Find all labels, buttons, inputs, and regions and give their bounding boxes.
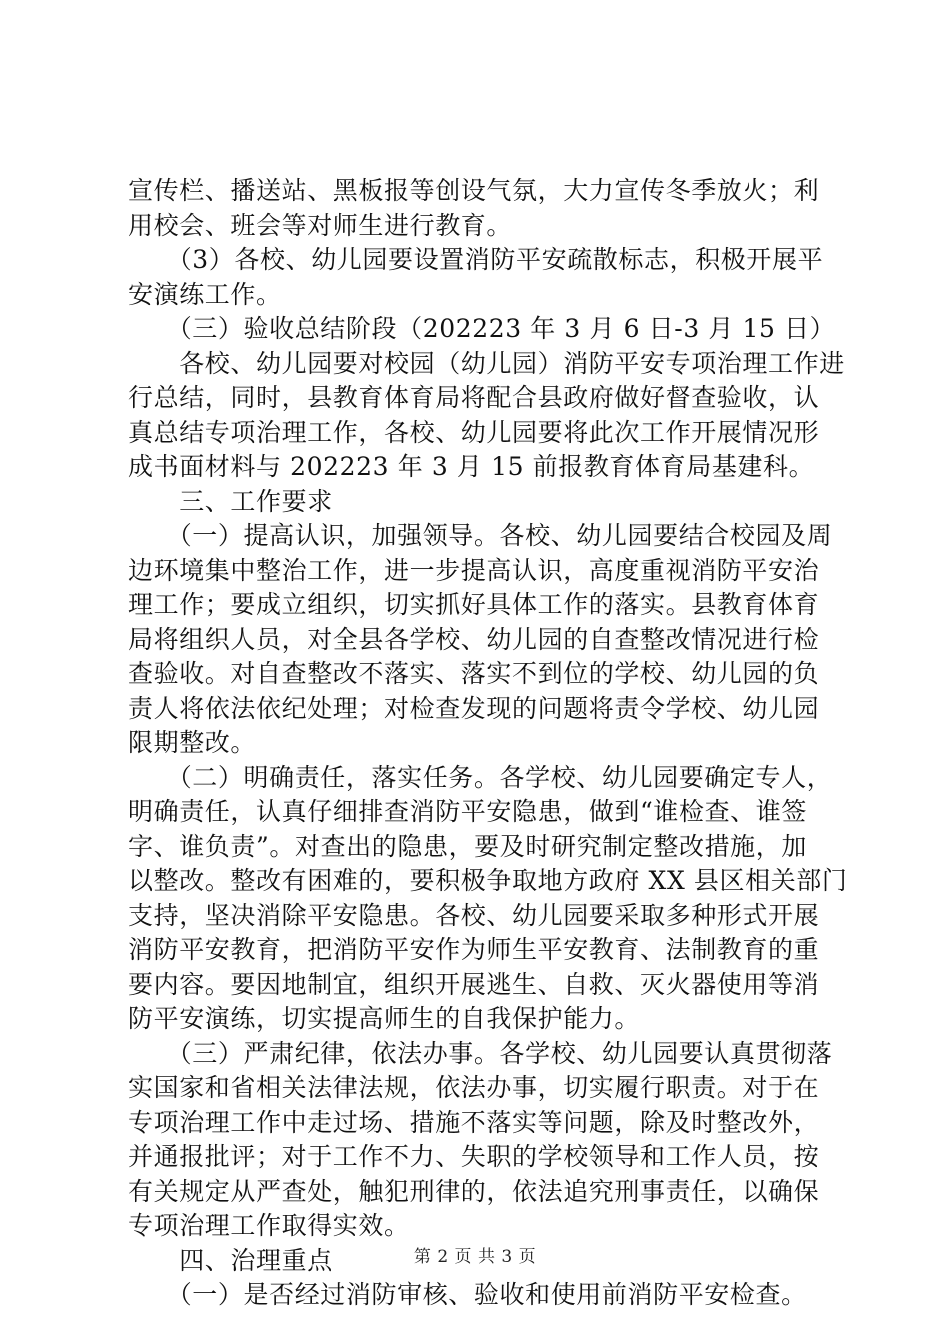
text-line: （二）明确责任，落实任务。各学校、幼儿园要确定专人， <box>128 762 833 792</box>
text-line: 要内容。要因地制宜，组织开展逃生、自救、灭火器使用等消 <box>128 969 820 999</box>
text-line: 有关规定从严查处，触犯刑律的，依法追究刑事责任，以确保 <box>128 1176 820 1206</box>
text-line: 理工作；要成立组织，切实抓好具体工作的落实。县教育体育 <box>128 590 820 619</box>
text-line: 消防平安教育，把消防平安作为师生平安教育、法制教育的重 <box>128 935 820 964</box>
text-line: 限期整改。 <box>128 728 257 757</box>
text-line: 支持，坚决消除平安隐患。各校、幼儿园要采取多种形式开展 <box>128 900 820 930</box>
text-line: 各校、幼儿园要对校园（幼儿园）消防平安专项治理工作进 <box>128 348 845 378</box>
text-line: 成书面材料与 202223 年 3 月 15 前报教育体育局基建科。 <box>128 452 815 481</box>
text-line: （一）是否经过消防审核、验收和使用前消防平安检查。 <box>128 1280 807 1309</box>
text-line: 真总结专项治理工作，各校、幼儿园要将此次工作开展情况形 <box>128 417 820 447</box>
text-line: 行总结，同时，县教育体育局将配合县政府做好督查验收，认 <box>128 383 820 412</box>
text-line: 查验收。对自查整改不落实、落实不到位的学校、幼儿园的负 <box>128 659 820 688</box>
text-line: 责人将依法依纪处理；对检查发现的问题将责令学校、幼儿园 <box>128 693 820 723</box>
text-line: （三）严肃纪律，依法办事。各学校、幼儿园要认真贯彻落 <box>128 1038 833 1068</box>
text-line: （三）验收总结阶段（202223 年 3 月 6 日-3 月 15 日） <box>128 314 836 343</box>
text-line: 专项治理工作取得实效。 <box>128 1211 410 1240</box>
text-line: 边环境集中整治工作，进一步提高认识，高度重视消防平安治 <box>128 555 820 585</box>
text-line: 三、工作要求 <box>128 486 333 516</box>
text-line: 防平安演练，切实提高师生的自我保护能力。 <box>128 1004 641 1033</box>
text-line: 实国家和省相关法律法规，依法办事，切实履行职责。对于在 <box>128 1073 820 1102</box>
text-line: 明确责任，认真仔细排查消防平安隐患，做到“谁检查、谁签 <box>128 797 807 826</box>
text-line: 并通报批评；对于工作不力、失职的学校领导和工作人员，按 <box>128 1142 820 1171</box>
text-line: （3）各校、幼儿园要设置消防平安疏散标志，积极开展平 <box>128 245 824 274</box>
text-line: （一）提高认识，加强领导。各校、幼儿园要结合校园及周 <box>128 521 833 550</box>
document-body <box>128 174 848 1313</box>
text-line: 宣传栏、播送站、黑板报等创设气氛，大力宣传冬季放火；利 <box>128 176 820 205</box>
text-line: 四、治理重点 <box>128 1245 333 1275</box>
text-line: 安演练工作。 <box>128 279 282 309</box>
text-line: 局将组织人员，对全县各学校、幼儿园的自查整改情况进行检 <box>128 624 820 654</box>
text-line: 专项治理工作中走过场、措施不落实等问题，除及时整改外， <box>128 1107 820 1137</box>
text-line: 以整改。整改有困难的，要积极争取地方政府 XX 县区相关部门 <box>128 866 848 895</box>
text-line: 字、谁负责”。对查出的隐患，要及时研究制定整改措施，加 <box>128 831 807 861</box>
text-line: 用校会、班会等对师生进行教育。 <box>128 210 513 240</box>
page-footer: 第 2 页 共 3 页 <box>413 1247 537 1267</box>
